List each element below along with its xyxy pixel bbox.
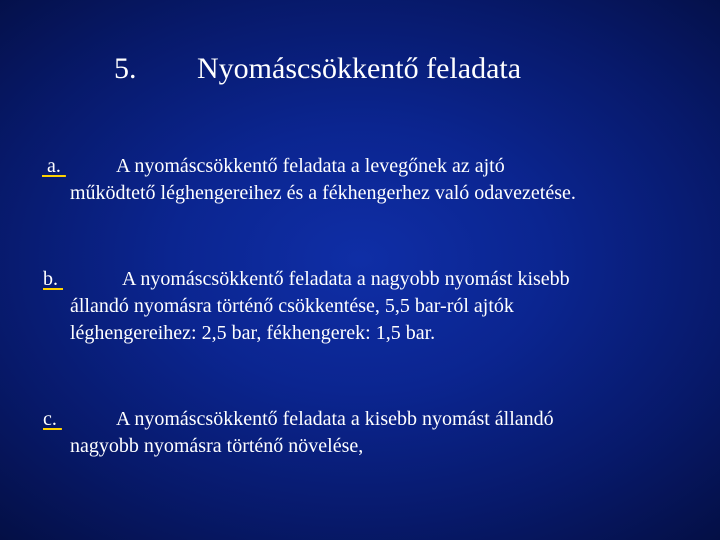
slide-title: Nyomáscsökkentő feladata <box>197 52 522 85</box>
list-item-c-line-1: A nyomáscsökkentő feladata a kisebb nyomást állandó <box>116 408 554 430</box>
list-marker-b: b. <box>43 268 63 290</box>
list-item-c-line-2: nagyobb nyomásra történő növelése, <box>70 435 364 457</box>
list-item-a <box>0 153 720 213</box>
list-item-b <box>0 266 720 356</box>
slide-title-number: 5. <box>114 52 137 85</box>
list-item-a-line-2: működtető léghengereihez és a fékhengerhez való odavezetése. <box>70 182 576 204</box>
list-item-b-line-1: A nyomáscsökkentő feladata a nagyobb nyomást kisebb <box>122 268 570 290</box>
list-item-b-line-2: állandó nyomásra történő csökkentése, 5,5 bar-ról ajtók <box>70 295 514 317</box>
list-marker-c: c. <box>43 408 62 430</box>
list-marker-a: a. <box>42 155 66 177</box>
list-item-c <box>0 406 720 466</box>
list-item-a-line-1: A nyomáscsökkentő feladata a levegőnek az ajtó <box>116 155 505 177</box>
list-item-b-line-3: léghengereihez: 2,5 bar, fékhengerek: 1,5 bar. <box>70 322 436 344</box>
